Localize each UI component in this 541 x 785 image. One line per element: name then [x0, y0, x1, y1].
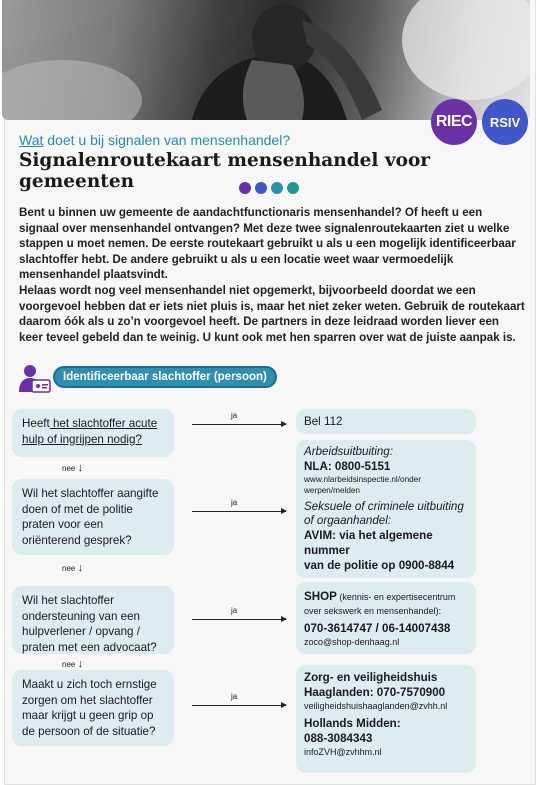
yes-label-4: ja — [231, 692, 238, 701]
yes-arrow-1 — [192, 424, 286, 425]
question-acute-help-pre: Heeft — [22, 417, 50, 430]
kicker-link[interactable]: Wat — [19, 132, 44, 148]
dot-green — [287, 182, 299, 194]
zvh-hm-1: Hollands Midden: — [304, 717, 401, 730]
avim-line-2: van de politie op 0900-8844 — [304, 559, 455, 572]
arrow-down-icon: ↓ — [77, 562, 84, 574]
avim-line-1: AVIM: via het algemene nummer — [304, 529, 433, 557]
shop-desc-2: over sekswerk en mensenhandel): — [304, 606, 442, 616]
question-acute-help — [12, 409, 174, 457]
yes-arrow-4 — [192, 705, 286, 706]
labour-heading: Arbeidsuitbuiting: — [304, 445, 393, 458]
question-support: Wil het slachtoffer ondersteuning van een hulpverlener / opvang / praten met een advocaat? — [12, 586, 174, 654]
rsiv-logo — [482, 99, 528, 145]
no-arrow-3 — [62, 658, 83, 670]
arrow-down-icon: ↓ — [77, 658, 84, 670]
yes-label-3: ja — [231, 606, 238, 615]
zvh-haaglanden-1: Zorg- en veiligheidshuis — [304, 671, 438, 684]
nla-url-1[interactable]: www.nlarbeidsinspectie.nl/onder — [304, 475, 421, 484]
no-arrow-1 — [62, 462, 83, 474]
intro-paragraph-1: Bent u binnen uw gemeente de aandachtfunctionaris mensenhandel? Of heeft u een signaal over mensenhandel ontvangen? Met deze twee signalenroutekaarten ziet u welke stappen u moet nemen. De eerste routekaart gebruikt u als u een mogelijk identificeerbaar slachtoffer hebt. De andere gebruikt u als u een locatie weet waar vermoedelijk mensenhandel plaatsvindt. — [19, 206, 516, 282]
nla-url-2[interactable]: werpen/melden — [304, 486, 360, 495]
shop-phones: 070-3614747 / 06-14007438 — [304, 622, 451, 635]
dot-purple — [239, 182, 251, 194]
zvh-hm-email[interactable]: infoZVH@zvhhm.nl — [304, 747, 382, 757]
person-icon — [18, 363, 52, 393]
answer-labour-exploitation — [296, 440, 476, 578]
nla-phone: NLA: 0800-5151 — [304, 460, 391, 473]
shop-desc-1: (kennis- en expertisecentrum — [336, 592, 456, 602]
page-title: Signalenroutekaart mensenhandel voor gemeenten — [19, 150, 431, 192]
yes-label-1: ja — [231, 411, 238, 420]
intro-paragraph-2: Helaas wordt nog veel mensenhandel niet opgemerkt, bijvoorbeeld doordat we een voorgevoel hebben dat er iets niet pluis is, maar het niet zeker weten. Gebruik de routekaart daarom óók als u zo’n voorgevoel heeft. De partners in deze leidraad worden liever een keer teveel gebeld dan te weinig. U kunt ook met hen sparren over wat de juiste aanpak is. — [19, 284, 525, 344]
question-acute-help-text: het slachtoffer acute hulp of ingrijpen nodig? — [22, 417, 158, 446]
sexual-heading-2: of orgaanhandel: — [304, 514, 392, 527]
no-label-1: nee — [62, 464, 76, 473]
answer-shop — [296, 582, 476, 654]
yes-arrow-2 — [192, 511, 286, 512]
yes-label-2: ja — [231, 498, 238, 507]
question-report-police: Wil het slachtoffer aangifte doen of met de politie praten voor een oriënterend gesprek? — [12, 479, 174, 555]
dot-teal — [271, 182, 283, 194]
riec-logo-text: RIEC — [435, 113, 473, 130]
section-label: Identificeerbaar slachtoffer (persoon) — [53, 366, 277, 388]
arrow-down-icon: ↓ — [77, 462, 84, 474]
no-label-2: nee — [62, 564, 76, 573]
zvh-haaglanden-email[interactable]: veiligheidshuishaaglanden@zvhh.nl — [304, 701, 448, 711]
question-serious-concern: Maakt u zich toch ernstige zorgen om het slachtoffer maar krijgt u geen grip op de persoon of de situatie? — [12, 670, 174, 746]
kicker-text: doet u bij signalen van mensenhandel? — [43, 132, 291, 148]
shop-email[interactable]: zoco@shop-denhaag.nl — [304, 637, 400, 647]
zvh-hm-2: 088-3084343 — [304, 732, 373, 745]
kicker — [19, 132, 290, 148]
zvh-haaglanden-2: Haaglanden: 070-7570900 — [304, 686, 446, 699]
shop-name: SHOP — [304, 590, 337, 603]
no-label-3: nee — [62, 660, 76, 669]
decorative-dots — [239, 182, 299, 194]
answer-call-112: Bel 112 — [296, 409, 476, 434]
yes-arrow-3 — [192, 619, 286, 620]
answer-care-safety-house — [296, 665, 476, 773]
sexual-heading-1: Seksuele of criminele uitbuiting — [304, 500, 464, 513]
riec-logo — [431, 99, 477, 145]
dot-blue — [255, 182, 267, 194]
rsiv-logo-text: RSIV — [489, 114, 521, 130]
no-arrow-2 — [62, 562, 83, 574]
